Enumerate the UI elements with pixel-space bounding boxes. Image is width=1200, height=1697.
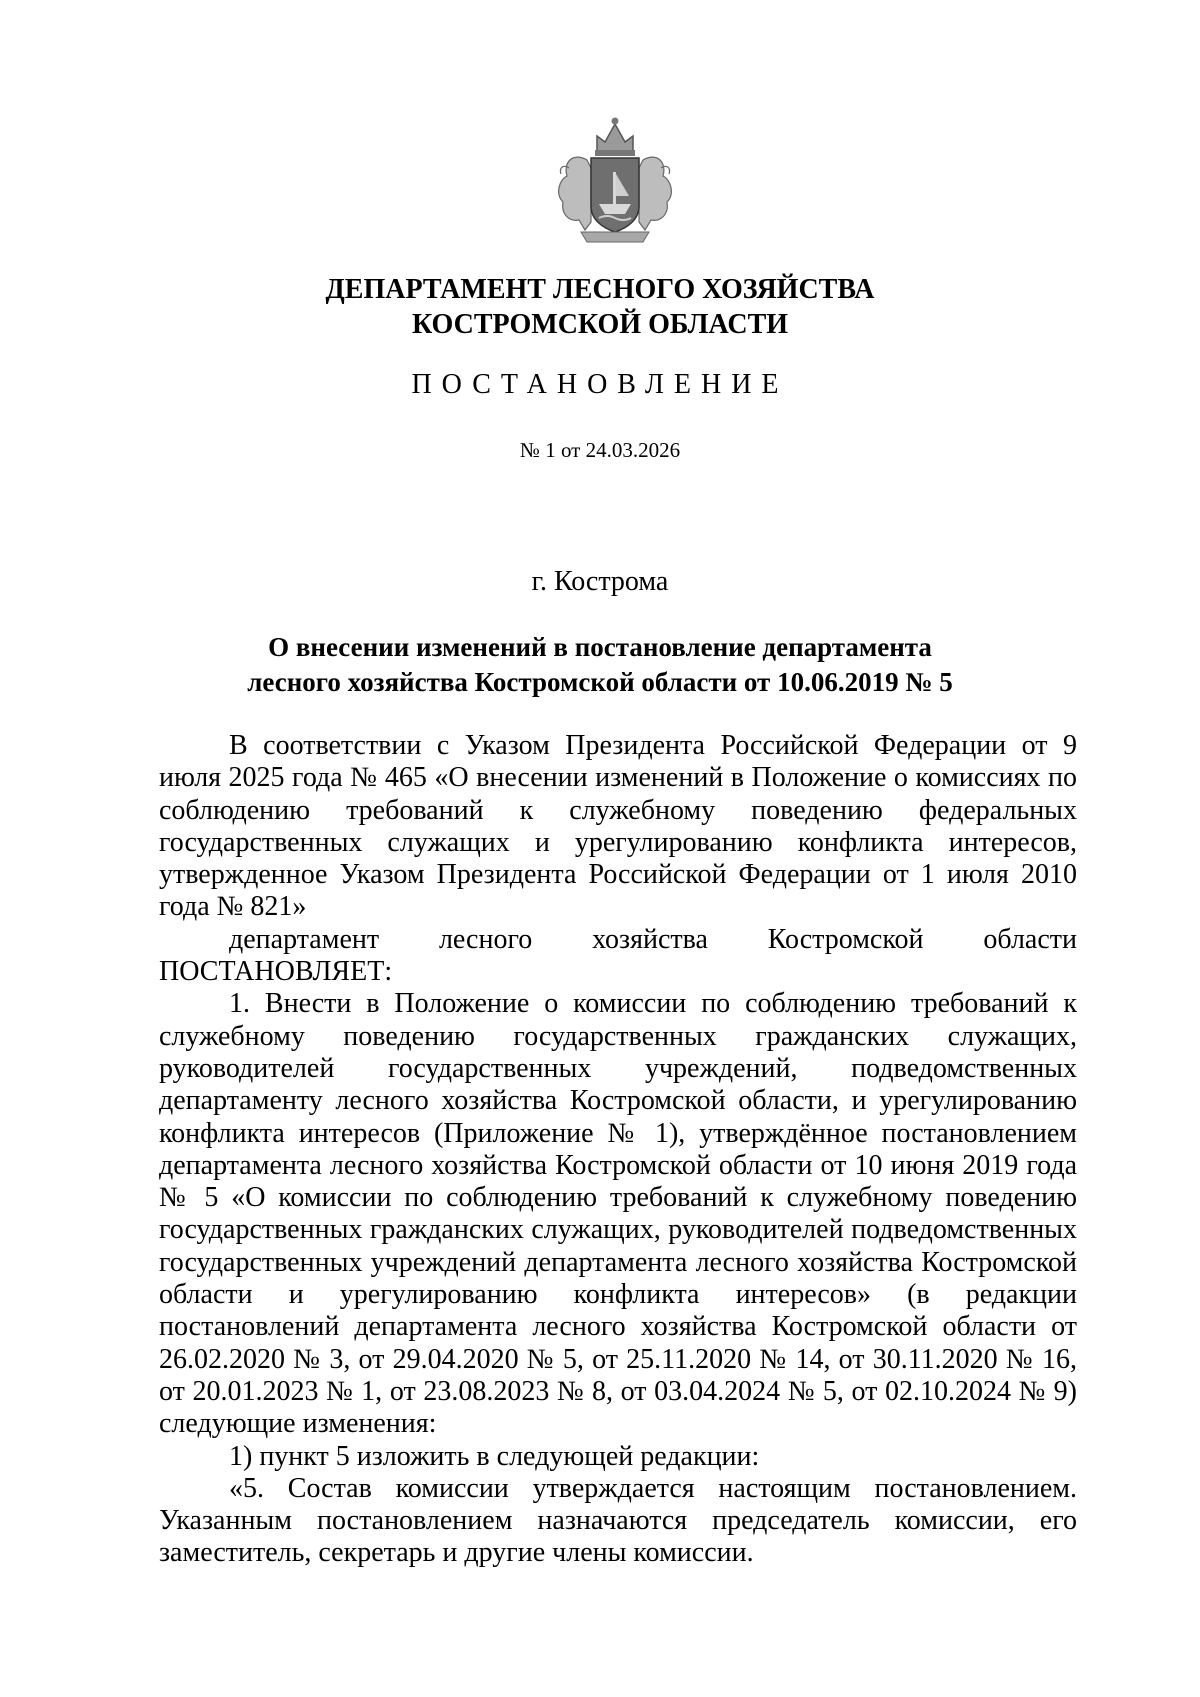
coat-of-arms-kostroma-icon bbox=[545, 110, 685, 250]
department-name-line1: ДЕПАРТАМЕНТ ЛЕСНОГО ХОЗЯЙСТВА bbox=[325, 274, 875, 305]
document-body bbox=[159, 730, 1077, 1570]
subject-line1: О внесении изменений в постановление департамента bbox=[268, 632, 932, 662]
quoted-item-5-paragraph: «5. Состав комиссии утверждается настоящим постановлением. Указанным постановлением назначаются председатель комиссии, его заместитель, секретарь и другие члены комиссии. bbox=[159, 1472, 1077, 1569]
preamble-paragraph: В соответствии с Указом Президента Российской Федерации от 9 июля 2025 года № 465 «О внесении изменений в Положение о комиссиях по соблюдению требований к служебному поведению федеральных государственных служащих и урегулированию конфликта интересов, утвержденное Указом Президента Российской Федерации от 1 июля 2010 года № 821» bbox=[159, 730, 1077, 923]
item-1-paragraph: 1. Внести в Положение о комиссии по соблюдению требований к служебному поведению государственных гражданских служащих, руководителей государственных учреждений, подведомственных департаменту лесного хозяйства Костромской области, и урегулированию конфликта интересов (Приложение № 1), утверждённое постановлением департамента лесного хозяйства Костромской области от 10 июня 2019 года № 5 «О комиссии по соблюдению требований к служебному поведению государственных гражданских служащих, руководителей подведомственных государственных учреждений департамента лесного хозяйства Костромской области и урегулированию конфликта интересов» (в редакции постановлений департамента лесного хозяйства Костромской области от 26.02.2020 № 3, от 29.04.2020 № 5, от 25.11.2020 № 14, от 30.11.2020 № 16, от 20.01.2023 № 1, от 23.08.2023 № 8, от 03.04.2024 № 5, от 02.10.2024 № 9) следующие изменения: bbox=[159, 988, 1077, 1440]
resolves-line: департамент лесного хозяйства Костромской области bbox=[229, 923, 1077, 955]
document-number: № 1 от 24.03.2026 bbox=[519, 438, 681, 462]
subitem-1-paragraph: 1) пункт 5 изложить в следующей редакции: bbox=[229, 1440, 760, 1472]
resolves-keyword: ПОСТАНОВЛЯЕТ: bbox=[159, 956, 393, 988]
department-name bbox=[0, 272, 1200, 342]
subject-line2: лесного хозяйства Костромской области от 10.06.2019 № 5 bbox=[247, 667, 953, 697]
document-subject bbox=[0, 630, 1200, 700]
department-name-line2: КОСТРОМСКОЙ ОБЛАСТИ bbox=[411, 309, 789, 340]
document-type: ПОСТАНОВЛЕНИЕ bbox=[411, 369, 789, 400]
issue-city: г. Кострома bbox=[531, 566, 669, 597]
